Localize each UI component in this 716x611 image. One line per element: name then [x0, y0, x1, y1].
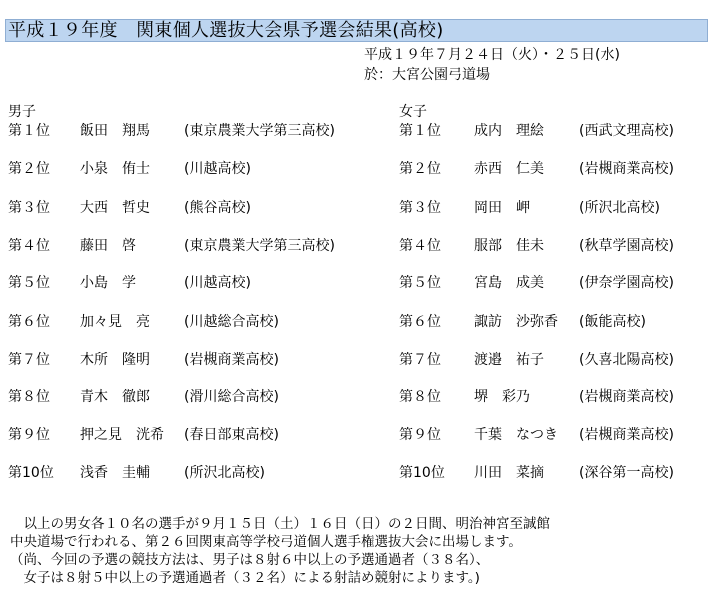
- men-name: 加々見 亮: [80, 314, 150, 330]
- women-rank: 第１位: [399, 123, 441, 139]
- women-school: (所沢北高校): [579, 200, 660, 216]
- men-name: 浅香 圭輔: [80, 465, 150, 481]
- men-rank: 第４位: [8, 238, 50, 254]
- women-school: (岩槻商業高校): [579, 161, 674, 177]
- women-school: (深谷第一高校): [579, 465, 674, 481]
- men-name: 小島 学: [80, 275, 136, 291]
- men-school: (滑川総合高校): [184, 389, 279, 405]
- men-rank: 第６位: [8, 314, 50, 330]
- men-name: 木所 隆明: [80, 352, 150, 368]
- men-school: (川越高校): [184, 275, 251, 291]
- men-school: (東京農業大学第三高校): [184, 123, 335, 139]
- women-name: 諏訪 沙弥香: [474, 314, 558, 330]
- men-name: 小泉 侑士: [80, 161, 150, 177]
- men-rank: 第１位: [8, 123, 50, 139]
- note-line: 中央道場で行われる、第２６回関東高等学校弓道個人選手権選抜大会に出場します。: [10, 534, 522, 550]
- men-school: (東京農業大学第三高校): [184, 238, 335, 254]
- women-school: (伊奈学園高校): [579, 275, 674, 291]
- women-school: (岩槻商業高校): [579, 389, 674, 405]
- women-rank: 第６位: [399, 314, 441, 330]
- women-name: 川田 菜摘: [474, 465, 544, 481]
- women-rank: 第２位: [399, 161, 441, 177]
- women-rank: 第３位: [399, 200, 441, 216]
- women-section-label: 女子: [399, 104, 427, 120]
- men-rank: 第３位: [8, 200, 50, 216]
- women-name: 宮島 成美: [474, 275, 544, 291]
- women-name: 渡邉 祐子: [474, 352, 544, 368]
- women-rank: 第４位: [399, 238, 441, 254]
- women-rank: 第５位: [399, 275, 441, 291]
- men-rank: 第５位: [8, 275, 50, 291]
- men-school: (所沢北高校): [184, 465, 265, 481]
- women-school: (岩槻商業高校): [579, 427, 674, 443]
- men-school: (熊谷高校): [184, 200, 251, 216]
- page-title: 平成１９年度 関東個人選抜大会県予選会結果(高校): [8, 20, 444, 41]
- men-name: 飯田 翔馬: [80, 123, 150, 139]
- women-rank: 第10位: [399, 465, 445, 481]
- women-school: (飯能高校): [579, 314, 646, 330]
- note-line: 以上の男女各１０名の選手が９月１５日（土）１６日（日）の２日間、明治神宮至誠館: [10, 516, 550, 532]
- men-name: 青木 徹郎: [80, 389, 150, 405]
- event-date: 平成１９年７月２４日（火）・２５日(水): [364, 47, 620, 63]
- men-name: 大西 哲史: [80, 200, 150, 216]
- women-rank: 第９位: [399, 427, 441, 443]
- men-rank: 第７位: [8, 352, 50, 368]
- men-school: (岩槻商業高校): [184, 352, 279, 368]
- men-rank: 第２位: [8, 161, 50, 177]
- women-name: 千葉 なつき: [474, 427, 558, 443]
- note-line: 女子は８射５中以上の予選通過者（３２名）による射詰め競射によります。): [10, 570, 480, 586]
- men-school: (川越総合高校): [184, 314, 279, 330]
- women-school: (秋草学園高校): [579, 238, 674, 254]
- women-name: 服部 佳未: [474, 238, 544, 254]
- women-rank: 第８位: [399, 389, 441, 405]
- men-name: 押之見 洸希: [80, 427, 164, 443]
- men-rank: 第10位: [8, 465, 54, 481]
- men-rank: 第９位: [8, 427, 50, 443]
- women-name: 赤西 仁美: [474, 161, 544, 177]
- women-name: 堺 彩乃: [474, 389, 530, 405]
- men-section-label: 男子: [8, 104, 36, 120]
- women-school: (久喜北陽高校): [579, 352, 674, 368]
- women-name: 成内 理絵: [474, 123, 544, 139]
- women-rank: 第７位: [399, 352, 441, 368]
- women-name: 岡田 岬: [474, 200, 530, 216]
- note-paragraph: [10, 515, 550, 587]
- note-line: （尚、今回の予選の競技方法は、男子は８射６中以上の予選通過者（３８名）、: [10, 552, 490, 568]
- event-venue: 於：大宮公園弓道場: [364, 67, 490, 83]
- men-school: (川越高校): [184, 161, 251, 177]
- men-name: 藤田 啓: [80, 238, 136, 254]
- men-rank: 第８位: [8, 389, 50, 405]
- men-school: (春日部東高校): [184, 427, 279, 443]
- women-school: (西武文理高校): [579, 123, 674, 139]
